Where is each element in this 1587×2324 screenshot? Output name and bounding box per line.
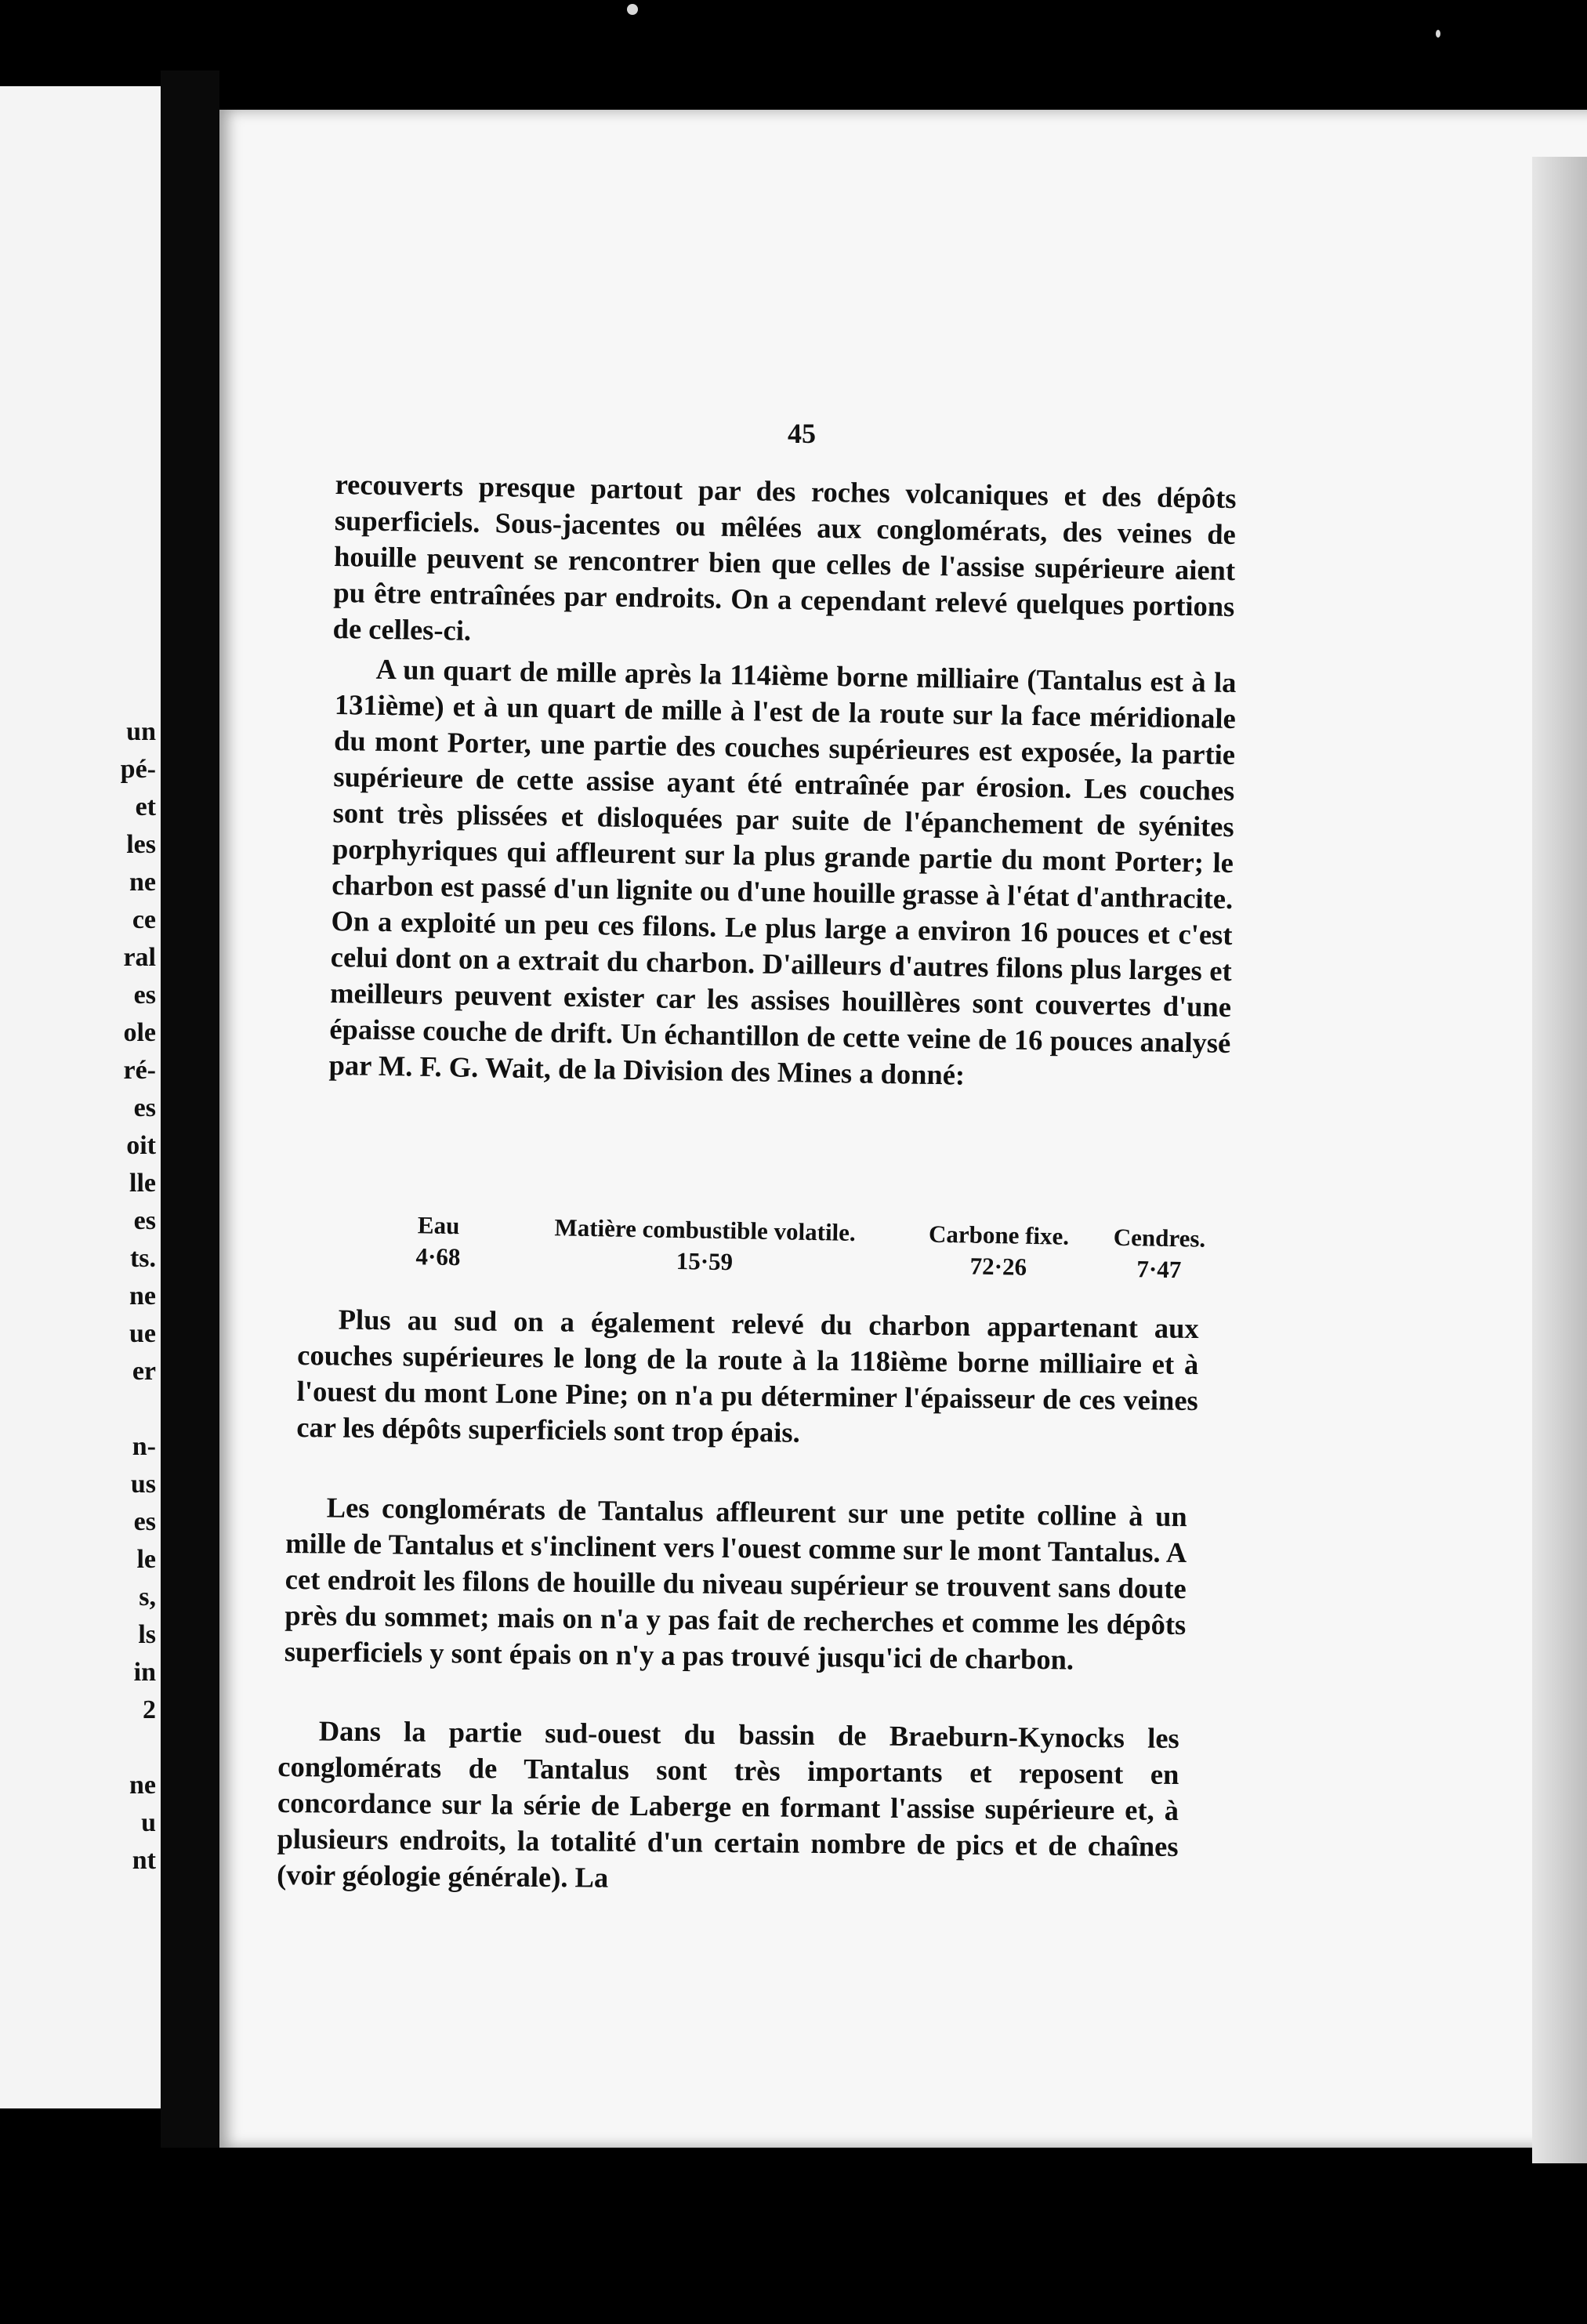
facing-page-fragment-line: ral [123, 943, 156, 972]
facing-page-fragment-line: es [133, 981, 156, 1010]
scan-speck [627, 4, 638, 15]
facing-page-fragment-line: s, [139, 1583, 156, 1612]
facing-page-fragment-line [0, 1390, 156, 1428]
facing-page-fragment-line: nt [132, 1846, 156, 1875]
facing-page-fragment-line: es [133, 1507, 156, 1536]
facing-page-fragment-line: ue [129, 1319, 156, 1348]
facing-page-fragment-line: les [126, 830, 156, 859]
facing-page-fragment-line: ole [123, 1018, 156, 1047]
paragraph-1 [332, 466, 1236, 661]
analysis-label: Eau [417, 1211, 460, 1240]
analysis-column-carbone [904, 1220, 1093, 1282]
analysis-value: 4·68 [415, 1242, 461, 1271]
analysis-value: 7·47 [1136, 1255, 1182, 1284]
analysis-label: Cendres. [1113, 1223, 1206, 1253]
analysis-column-cendres [1100, 1223, 1219, 1285]
analysis-label: Matière combustible volatile. [554, 1213, 857, 1246]
paragraph-text: Dans la partie sud-ouest du bassin de Braeburn-Kynocks les conglomérats de Tantalus sont très importants et reposent en concordance sur la série de Laberge en formant l'assise supérieure et, à plusieurs endroits, la totalité d'un certain nombre de pics et de chaînes (voir géologie générale). La [277, 1714, 1179, 1894]
facing-page-fragment-line: us [130, 1470, 156, 1499]
book-gutter [161, 71, 219, 2148]
paragraph-4 [284, 1489, 1187, 1679]
facing-page-fragment-line: le [136, 1545, 156, 1574]
analysis-value: 72·26 [969, 1252, 1027, 1281]
scan-speck [1436, 30, 1440, 38]
facing-page-fragment-line: lle [129, 1169, 156, 1198]
facing-page-fragment-line: er [132, 1357, 156, 1386]
facing-page-fragment-line: un [126, 717, 156, 746]
facing-page-fragment-line: in [133, 1658, 156, 1687]
facing-page-fragment-line: ne [129, 1282, 156, 1311]
analysis-label: Carbone fixe. [928, 1220, 1070, 1250]
facing-page-fragment-line: ls [138, 1620, 156, 1649]
facing-page-fragment-line: ré- [123, 1056, 156, 1085]
facing-page-fragment-line [0, 1729, 156, 1767]
facing-page-fragment-line: ne [129, 868, 156, 897]
paragraph-text: recouverts presque partout par des roches volcaniques et des dépôts superficiels. Sous-jacentes ou mêlées aux conglomérats, des veines de houille peuvent se rencontrer bien que celles de l'assise supérieure aient pu être entraînées par endroits. On a cependant relevé quelques portions de celles-ci. [332, 467, 1237, 647]
facing-page-fragment-line: ts. [129, 1244, 156, 1273]
facing-page-fragment-line: et [135, 792, 156, 821]
facing-page-fragment-line: n- [132, 1432, 156, 1461]
paragraph-2 [328, 651, 1237, 1097]
paragraph-text: Plus au sud on a également relevé du charbon appartenant aux couches supérieures le long de la route à la 118ième borne milliaire et à l'ouest du mont Lone Pine; on n'a pu déterminer l'épaisseur de ces veines car les dépôts superficiels sont trop épais. [296, 1303, 1199, 1448]
facing-page-fragment-line: u [141, 1808, 156, 1837]
paragraph-5 [277, 1713, 1179, 1901]
coal-analysis-table [406, 1211, 1223, 1303]
facing-page-fragment-line: es [133, 1206, 156, 1235]
facing-page-text [0, 713, 156, 1880]
analysis-column-eau [407, 1211, 470, 1271]
facing-page-fragment-line: ne [129, 1771, 156, 1800]
page-edge [1532, 157, 1587, 2163]
paragraph-text: Les conglomérats de Tantalus affleurent sur une petite colline à un mille de Tantalus et s'inclinent vers l'ouest comme sur le mont Tantalus. A cet endroit les filons de houille du niveau supérieur se trouvent sans doute près du sommet; mais on n'a y pas fait de recherches et comme les dépôts superficiels y sont épais on n'y a pas trouvé jusqu'ici de charbon. [284, 1491, 1187, 1676]
facing-page-fragment-line: es [133, 1093, 156, 1122]
analysis-value: 15·59 [676, 1246, 734, 1276]
paragraph-text: A un quart de mille après la 114ième borne milliaire (Tantalus est à la 131ième) et à un quart de mille à l'est de la route sur la face méridionale du mont Porter, une partie des couches supérieures est exposée, la partie supérieure de cette assise ayant été entraînée par érosion. Les couches sont très plissées et disloquées par suite de l'épanchement de syénites porphyriques qui affleurent sur la plus grande partie du mont Porter; le charbon est passé d'un lignite ou d'une houille grasse à l'état d'anthracite. On a exploité un peu ces filons. Le plus large a environ 16 pouces et c'est celui dont on a extrait du charbon. D'ailleurs d'autres filons plus larges et meilleurs peuvent exister car les assises houillères sont couvertes d'une épaisse couche de drift. Un échantillon de cette veine de 16 pouces analysé par M. F. G. Wait, de la Division des Mines a donné: [328, 652, 1237, 1091]
facing-page-fragment [0, 86, 161, 2108]
facing-page-fragment-line: oit [126, 1131, 156, 1160]
facing-page-fragment-line: ce [132, 905, 156, 934]
facing-page-fragment-line: pé- [120, 755, 156, 784]
facing-page-fragment-line: 2 [143, 1695, 156, 1724]
analysis-column-matiere [516, 1213, 893, 1278]
page-number: 45 [788, 418, 816, 449]
paragraph-3 [296, 1301, 1199, 1455]
